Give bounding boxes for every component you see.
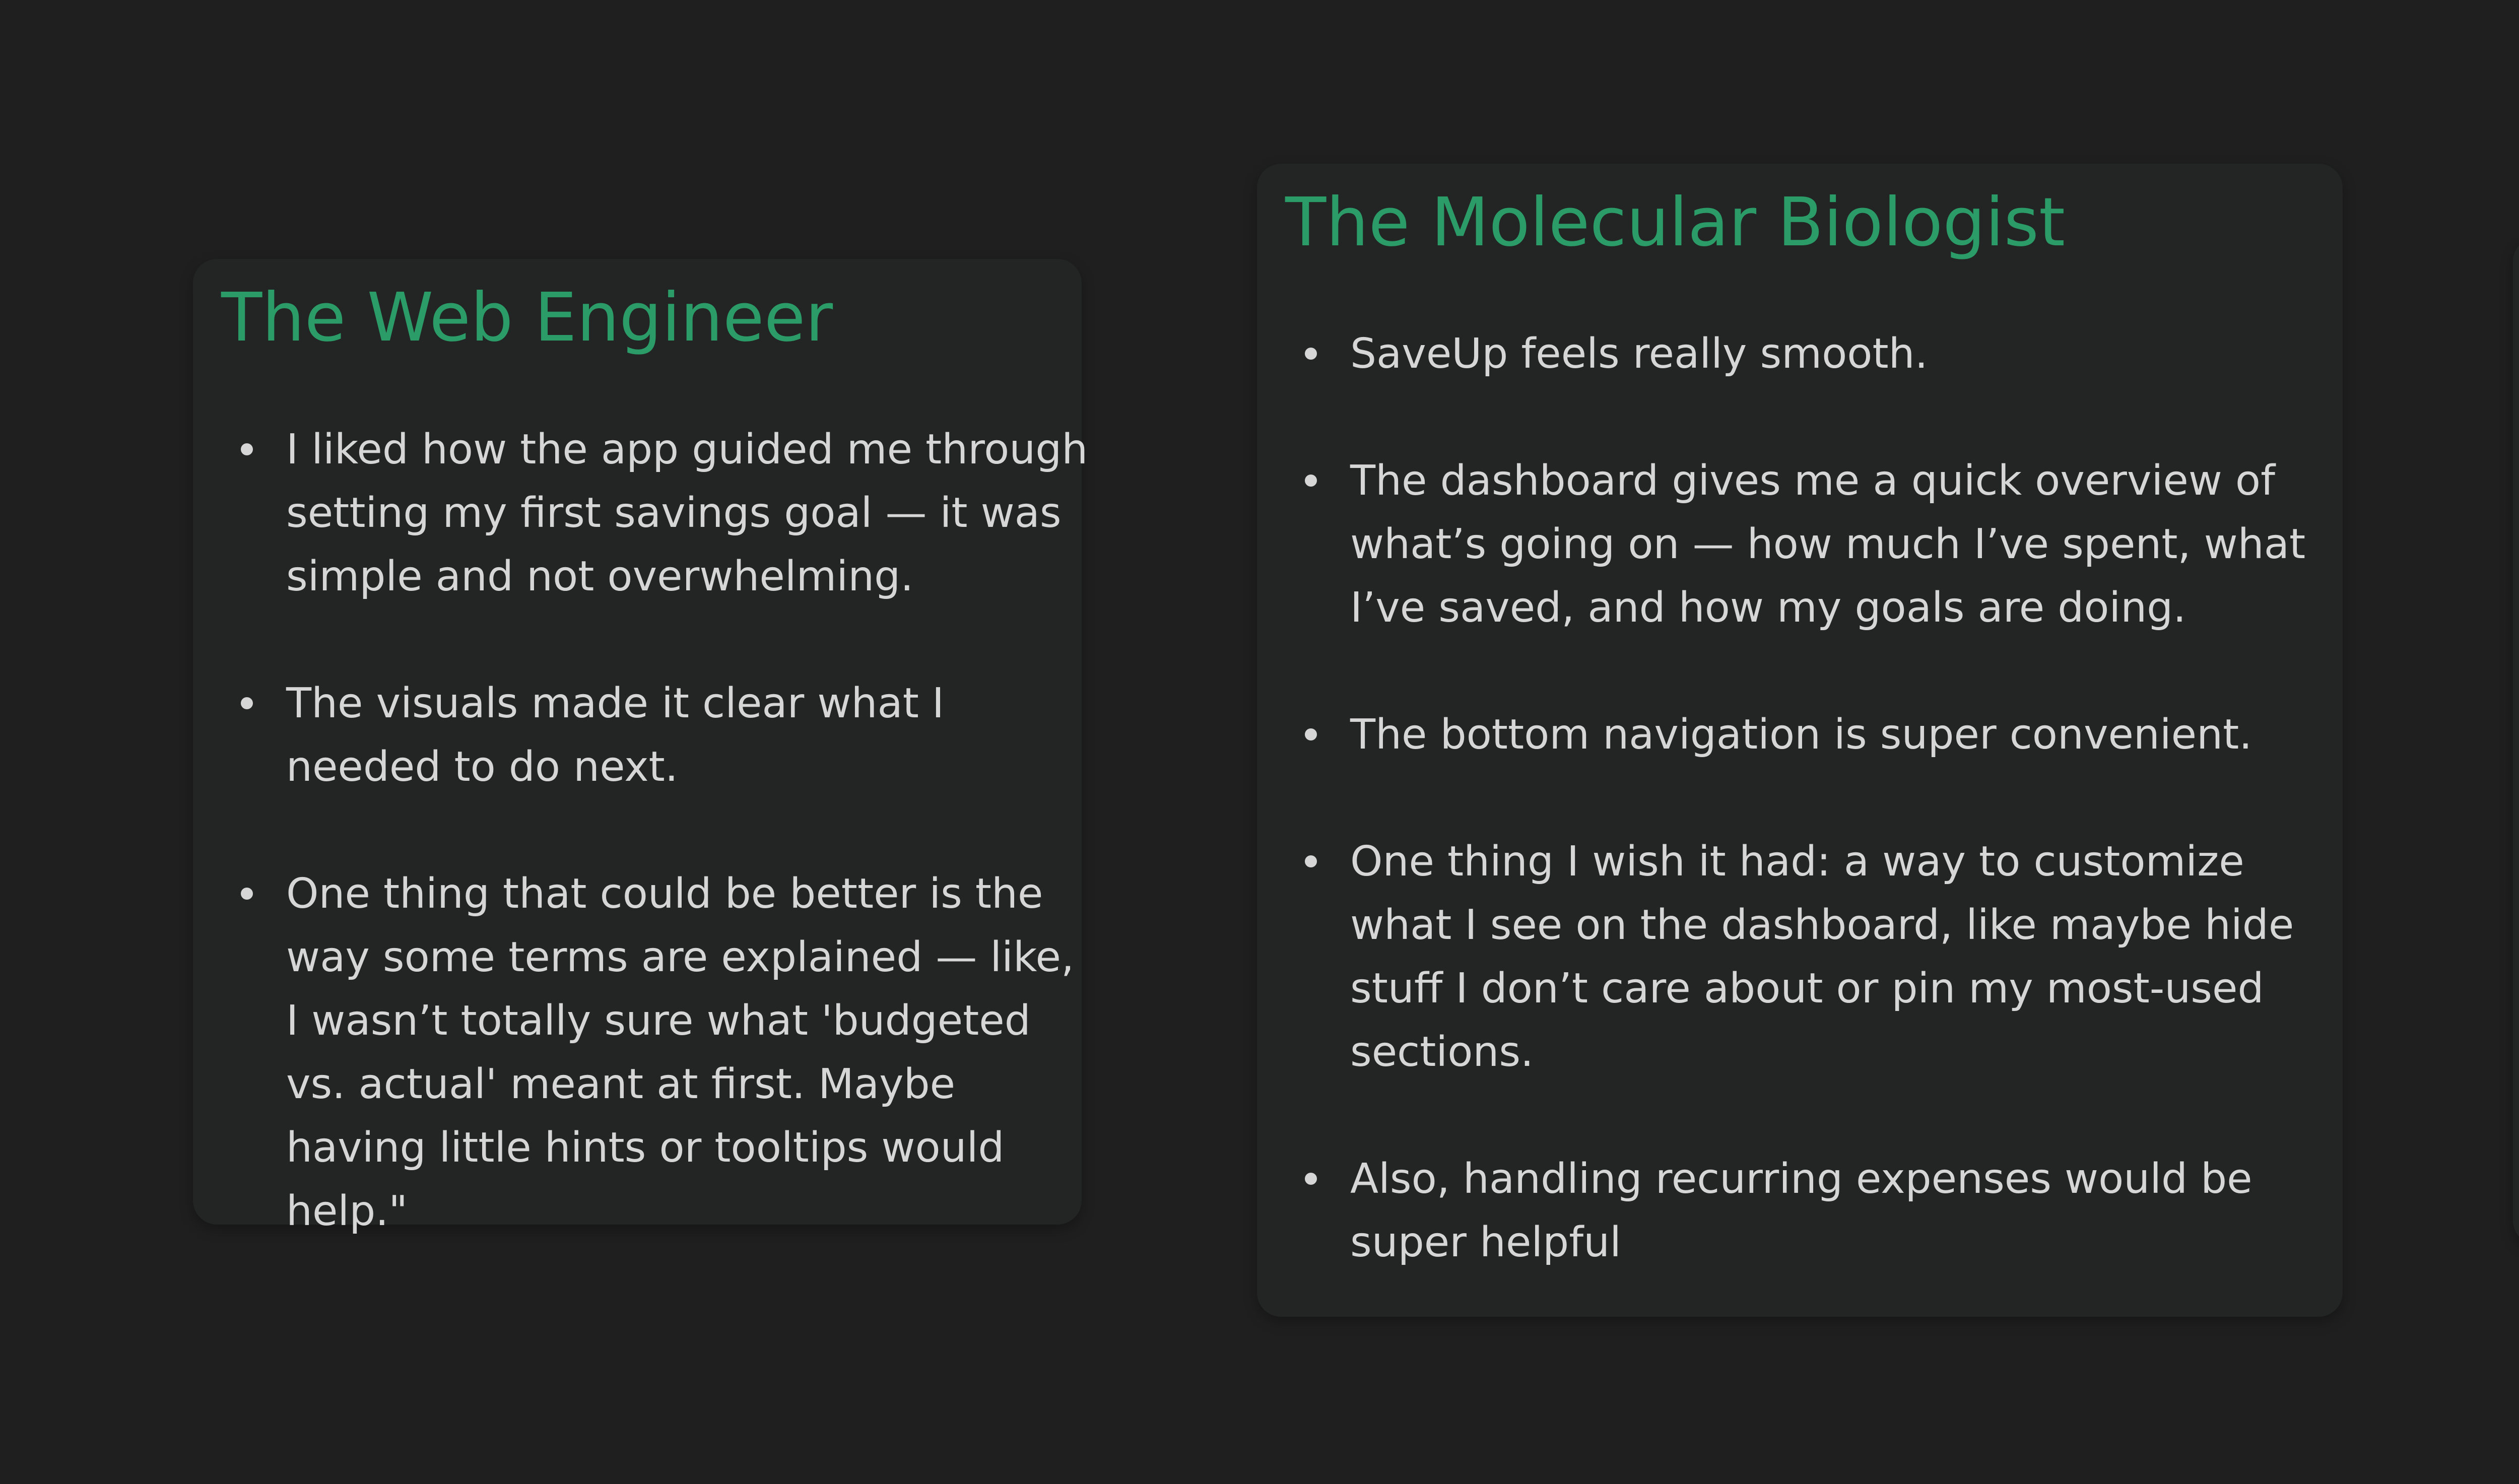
feedback-item [1350,703,2348,767]
feedback-item [286,418,1097,609]
feedback-item [1350,322,2348,386]
bullet-icon [241,888,253,900]
feedback-list [286,418,1097,1243]
feedback-item [286,672,1097,799]
bullet-icon [1305,855,1317,867]
feedback-text: SaveUp feels really smooth. [1350,330,1928,378]
feedback-item [1350,449,2348,640]
persona-card-product-director [2513,237,2519,1245]
feedback-list [1350,322,2348,1274]
persona-card-molecular-biologist [1257,164,2343,1317]
feedback-text: Also, handling recurring expenses would be super helpful [1350,1155,2252,1266]
bullet-icon [241,443,253,455]
feedback-text: I liked how the app guided me through setting my first savings goal — it was simple and not overwhelming. [286,426,1088,600]
feedback-item [286,862,1097,1243]
feedback-item [1350,830,2348,1084]
persona-card-web-engineer [193,259,1088,1235]
feedback-text: One thing I wish it had: a way to customize what I see on the dashboard, like maybe hide stuff I don’t care about or pin my most-used sections. [1350,838,2294,1076]
bullet-icon [1305,348,1317,360]
feedback-text: One thing that could be better is the way some terms are explained — like, I wasn’t totally sure what 'budgeted vs. actual' meant at first. Maybe having little hints or tooltips would help." [286,870,1075,1235]
bullet-icon [241,697,253,709]
feedback-item [1350,1148,2348,1274]
bullet-icon [1305,1173,1317,1185]
feedback-text: The bottom navigation is super convenient. [1350,711,2252,759]
card-title: The Molecular Biologist [1285,184,2066,261]
feedback-text: The dashboard gives me a quick overview of what’s going on — how much I’ve spent, what I’ve saved, and how my goals are doing. [1350,457,2306,632]
bullet-icon [1305,475,1317,487]
feedback-text: The visuals made it clear what I needed to do next. [286,680,945,791]
bullet-icon [1305,728,1317,740]
card-title: The Web Engineer [221,279,833,357]
